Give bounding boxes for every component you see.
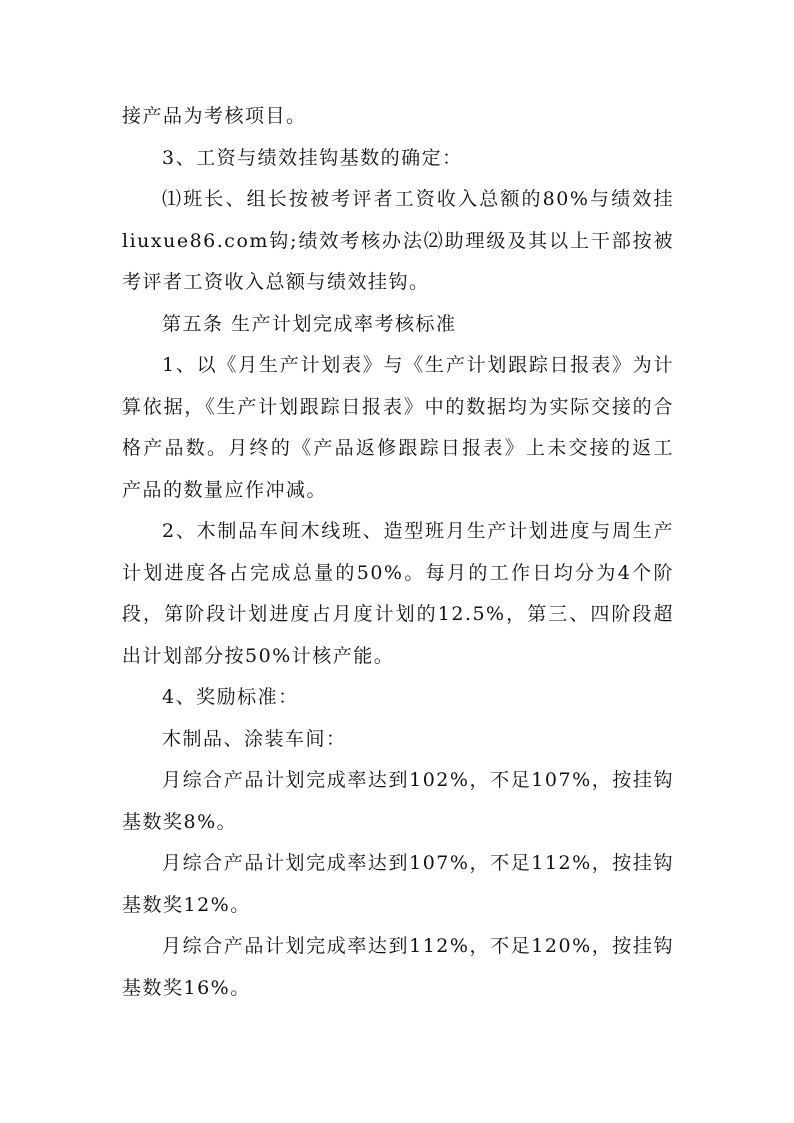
- paragraph-wage-base-heading: 3、工资与绩效挂钩基数的确定：: [162, 146, 463, 169]
- paragraph-reward-tier-2: 月综合产品计划完成率达到107%，不足112%，按挂钩基数奖12%。: [122, 852, 674, 916]
- paragraph-reward-tier-3: 月综合产品计划完成率达到112%，不足120%，按挂钩基数奖16%。: [122, 935, 674, 999]
- document-body: [122, 96, 674, 1009]
- paragraph-workshops: 木制品、涂装车间：: [162, 727, 347, 750]
- paragraph-reward-tier-1: 月综合产品计划完成率达到102%，不足107%，按挂钩基数奖8%。: [122, 769, 674, 833]
- paragraph-wage-base-rules: ⑴班长、组长按被考评者工资收入总额的80%与绩效挂liuxue86.com钩;绩效考核办法⑵助理级及其以上干部按被考评者工资收入总额与绩效挂钩。: [122, 188, 674, 293]
- article-five-heading: 第五条 生产计划完成率考核标准: [162, 312, 457, 335]
- paragraph-schedule-progress: 2、木制品车间木线班、造型班月生产计划进度与周生产计划进度各占完成总量的50%。每月的工作日均分为4个阶段，第阶段计划进度占月度计划的12.5%，第三、四阶段超出计划部分按50%计核产能。: [122, 520, 674, 667]
- paragraph-reward-heading: 4、奖励标准：: [162, 686, 299, 708]
- paragraph-exam-items: 接产品为考核项目。: [122, 105, 307, 127]
- paragraph-calculation-basis: 1、以《月生产计划表》与《生产计划跟踪日报表》为计算依据，《生产计划跟踪日报表》中的数据均为实际交接的合格产品数。月终的《产品返修跟踪日报表》上未交接的返工产品的数量应作冲减。: [122, 354, 674, 501]
